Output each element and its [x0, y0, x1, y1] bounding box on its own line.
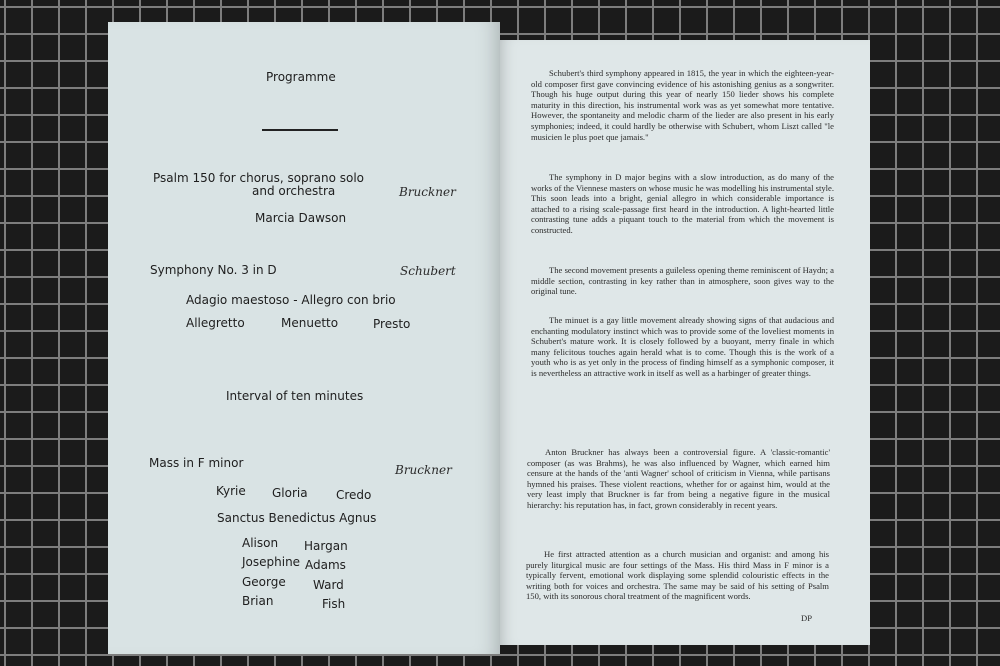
mass-movement-gloria: Gloria: [272, 486, 308, 500]
soloist-last-name: Ward: [313, 578, 344, 592]
psalm-soloist: Marcia Dawson: [255, 211, 347, 225]
mass-movement-credo: Credo: [336, 488, 372, 502]
note-paragraph: The minuet is a gay little movement already showing signs of that audacious and enchanting modulatory instinct which was to provide some of the loveliest moments in Schubert's mature work. It is closely followed by a buoyant, merry finale in which many felicitous touches again herald what is to come. Though this is the work of a youth who is as yet only in the process of finding himself as a symphonic composer, it is nevertheless an attractive work in itself as well as a harbinger of greater things.: [531, 315, 834, 378]
psalm-title-line1: Psalm 150 for chorus, soprano solo: [153, 171, 364, 185]
symphony-movement-1: Adagio maestoso - Allegro con brio: [186, 293, 396, 307]
symphony-movement-2: Allegretto: [186, 316, 245, 330]
soloist-last-name: Fish: [322, 597, 346, 611]
note-paragraph: The symphony in D major begins with a slow introduction, as do many of the works of the Viennese masters on whose music he was modelling his instrumental style. This soon leads into a bright, genial allegro in which considerable importance is attached to a rising scale-passage first heard in the introduction. A light-hearted little contrasting tune adds a piquant touch to the material from which the movement is constructed.: [531, 172, 834, 235]
mass-movements-row2: Sanctus Benedictus Agnus: [217, 511, 377, 525]
mass-movement-kyrie: Kyrie: [216, 484, 246, 498]
programme-heading: Programme: [266, 70, 336, 84]
soloist-first-name: George: [242, 575, 286, 589]
symphony-composer: Schubert: [400, 264, 456, 278]
note-paragraph: The second movement presents a guileless opening theme reminiscent of Haydn; a middle section, contrasting in key rather than in atmosphere, soon gives way to the original tune.: [531, 265, 834, 297]
symphony-movement-3: Menuetto: [281, 316, 339, 330]
soloist-first-name: Brian: [242, 594, 274, 608]
symphony-movement-4: Presto: [373, 317, 411, 331]
note-paragraph: He first attracted attention as a church musician and organist: and among his purely liturgical music are four settings of the Mass. His third Mass in F minor is a typically fervent, emotional work displaying some splendid colouristic effects in the writing both for voices and orchestra. The same may be said of his setting of Psalm 150, with its sonorous choral treatment of the magnificent words.: [526, 549, 829, 602]
mass-title: Mass in F minor: [149, 456, 244, 470]
psalm-title-line2: and orchestra: [252, 184, 336, 198]
note-paragraph: Anton Bruckner has always been a controversial figure. A 'classic-romantic' composer (as was Brahms), he was also influenced by Wagner, which earned him censure at the hands of the 'anti Wagner' school of criticism in Vienna, while partisans hymned his praises. These violent reactions, whether for or against him, would at the very least imply that Bruckner is far from being a negative figure in the musical hierarchy: his reputation has, in fact, grown considerably in recent years.: [527, 447, 830, 510]
programme-left-page: [108, 22, 500, 654]
soloist-first-name: Alison: [242, 536, 279, 550]
soloist-last-name: Adams: [305, 558, 346, 572]
author-initials: DP: [801, 613, 812, 623]
soloist-last-name: Hargan: [304, 539, 348, 553]
mass-composer: Bruckner: [395, 463, 452, 477]
psalm-composer: Bruckner: [399, 185, 456, 199]
soloist-first-name: Josephine: [242, 555, 301, 569]
heading-divider: [262, 129, 338, 131]
symphony-title: Symphony No. 3 in D: [150, 263, 277, 277]
note-paragraph: Schubert's third symphony appeared in 1815, the year in which the eighteen-year-old composer first gave convincing evidence of his astonishing genius as a songwriter. Though his huge output during this year of nearly 150 lieder shows his complete maturity in this direction, his instrumental work was as yet somewhat more tentative. However, the spontaneity and melodic charm of the lieder are also present in his early symphonies; indeed, it could hardly be otherwise with Schubert, whom Liszt called "le musicien le plus poet que jamais.": [531, 68, 834, 142]
interval-note: Interval of ten minutes: [226, 389, 364, 403]
